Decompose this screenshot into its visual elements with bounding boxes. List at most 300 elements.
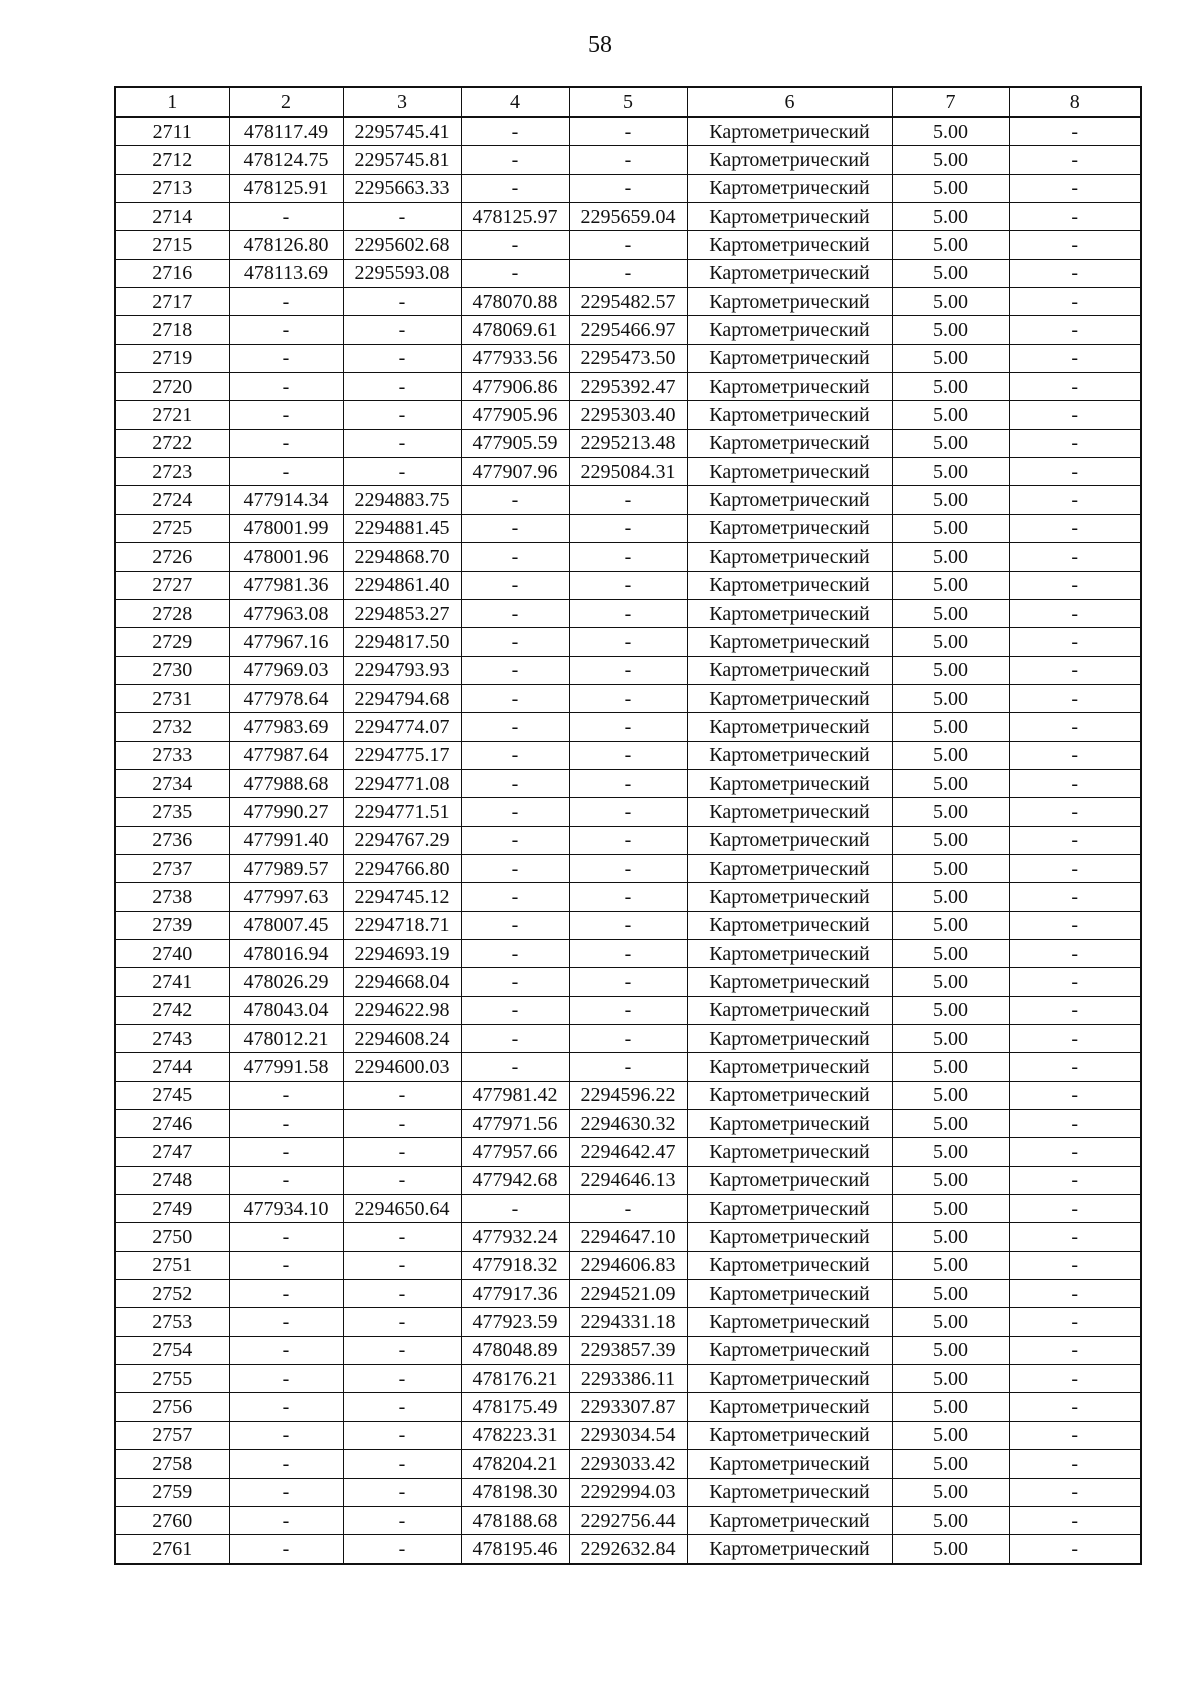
accuracy-cell: 5.00: [892, 741, 1009, 769]
description-cell: -: [1009, 968, 1141, 996]
y-coordinate-cell: 2295593.08: [343, 259, 461, 287]
point-number-cell: 2735: [115, 798, 229, 826]
table-row: [115, 1251, 1141, 1279]
accuracy-cell: 5.00: [892, 1421, 1009, 1449]
accuracy-cell: 5.00: [892, 514, 1009, 542]
method-cell: Картометрический: [687, 1478, 892, 1506]
table-row: [115, 854, 1141, 882]
description-cell: -: [1009, 1081, 1141, 1109]
x-new-coordinate-cell: 477905.96: [461, 401, 569, 429]
table-row: [115, 1223, 1141, 1251]
column-header: 6: [687, 87, 892, 117]
accuracy-cell: 5.00: [892, 1535, 1009, 1564]
point-number-cell: 2740: [115, 939, 229, 967]
y-new-coordinate-cell: -: [569, 798, 687, 826]
x-new-coordinate-cell: 478223.31: [461, 1421, 569, 1449]
x-coordinate-cell: 478001.96: [229, 543, 343, 571]
y-new-coordinate-cell: 2295303.40: [569, 401, 687, 429]
y-coordinate-cell: -: [343, 1280, 461, 1308]
description-cell: -: [1009, 1138, 1141, 1166]
point-number-cell: 2721: [115, 401, 229, 429]
description-cell: -: [1009, 174, 1141, 202]
x-coordinate-cell: -: [229, 1535, 343, 1564]
x-new-coordinate-cell: 478176.21: [461, 1365, 569, 1393]
x-coordinate-cell: 477988.68: [229, 769, 343, 797]
accuracy-cell: 5.00: [892, 798, 1009, 826]
y-coordinate-cell: 2294650.64: [343, 1195, 461, 1223]
table-row: [115, 288, 1141, 316]
method-cell: Картометрический: [687, 798, 892, 826]
y-coordinate-cell: 2294881.45: [343, 514, 461, 542]
description-cell: -: [1009, 826, 1141, 854]
x-coordinate-cell: -: [229, 458, 343, 486]
accuracy-cell: 5.00: [892, 1138, 1009, 1166]
accuracy-cell: 5.00: [892, 599, 1009, 627]
header-row: [115, 87, 1141, 117]
x-coordinate-cell: 478124.75: [229, 146, 343, 174]
column-header: 2: [229, 87, 343, 117]
table-row: [115, 684, 1141, 712]
x-new-coordinate-cell: -: [461, 968, 569, 996]
y-new-coordinate-cell: -: [569, 684, 687, 712]
point-number-cell: 2722: [115, 429, 229, 457]
method-cell: Картометрический: [687, 656, 892, 684]
description-cell: -: [1009, 571, 1141, 599]
x-coordinate-cell: -: [229, 1450, 343, 1478]
x-coordinate-cell: 477983.69: [229, 713, 343, 741]
description-cell: -: [1009, 1450, 1141, 1478]
table-row: [115, 174, 1141, 202]
method-cell: Картометрический: [687, 684, 892, 712]
table-row: [115, 1053, 1141, 1081]
description-cell: -: [1009, 231, 1141, 259]
point-number-cell: 2753: [115, 1308, 229, 1336]
y-new-coordinate-cell: -: [569, 769, 687, 797]
method-cell: Картометрический: [687, 373, 892, 401]
y-coordinate-cell: 2294622.98: [343, 996, 461, 1024]
description-cell: -: [1009, 117, 1141, 146]
table-row: [115, 231, 1141, 259]
y-coordinate-cell: -: [343, 429, 461, 457]
description-cell: -: [1009, 1223, 1141, 1251]
accuracy-cell: 5.00: [892, 1365, 1009, 1393]
method-cell: Картометрический: [687, 1223, 892, 1251]
point-number-cell: 2733: [115, 741, 229, 769]
description-cell: -: [1009, 458, 1141, 486]
x-new-coordinate-cell: -: [461, 174, 569, 202]
point-number-cell: 2724: [115, 486, 229, 514]
y-coordinate-cell: 2294771.51: [343, 798, 461, 826]
y-coordinate-cell: 2294883.75: [343, 486, 461, 514]
description-cell: -: [1009, 316, 1141, 344]
accuracy-cell: 5.00: [892, 1053, 1009, 1081]
description-cell: -: [1009, 1421, 1141, 1449]
x-new-coordinate-cell: -: [461, 146, 569, 174]
x-coordinate-cell: -: [229, 1478, 343, 1506]
point-number-cell: 2758: [115, 1450, 229, 1478]
x-new-coordinate-cell: -: [461, 713, 569, 741]
y-coordinate-cell: 2294771.08: [343, 769, 461, 797]
y-coordinate-cell: -: [343, 1421, 461, 1449]
accuracy-cell: 5.00: [892, 628, 1009, 656]
x-new-coordinate-cell: -: [461, 854, 569, 882]
table-row: [115, 1166, 1141, 1194]
y-new-coordinate-cell: 2295392.47: [569, 373, 687, 401]
x-coordinate-cell: -: [229, 1081, 343, 1109]
y-new-coordinate-cell: 2293034.54: [569, 1421, 687, 1449]
x-new-coordinate-cell: -: [461, 798, 569, 826]
y-coordinate-cell: -: [343, 203, 461, 231]
accuracy-cell: 5.00: [892, 458, 1009, 486]
method-cell: Картометрический: [687, 1506, 892, 1534]
table-row: [115, 1195, 1141, 1223]
table-row: [115, 458, 1141, 486]
description-cell: -: [1009, 1025, 1141, 1053]
description-cell: -: [1009, 798, 1141, 826]
point-number-cell: 2734: [115, 769, 229, 797]
x-coordinate-cell: 477978.64: [229, 684, 343, 712]
y-new-coordinate-cell: 2294331.18: [569, 1308, 687, 1336]
method-cell: Картометрический: [687, 344, 892, 372]
y-coordinate-cell: -: [343, 1308, 461, 1336]
y-new-coordinate-cell: -: [569, 1053, 687, 1081]
point-number-cell: 2732: [115, 713, 229, 741]
x-new-coordinate-cell: 478048.89: [461, 1336, 569, 1364]
x-coordinate-cell: 478126.80: [229, 231, 343, 259]
method-cell: Картометрический: [687, 1251, 892, 1279]
y-new-coordinate-cell: 2295084.31: [569, 458, 687, 486]
method-cell: Картометрический: [687, 1421, 892, 1449]
table-row: [115, 1280, 1141, 1308]
y-new-coordinate-cell: 2292994.03: [569, 1478, 687, 1506]
y-coordinate-cell: 2294745.12: [343, 883, 461, 911]
table-row: [115, 146, 1141, 174]
y-coordinate-cell: -: [343, 1365, 461, 1393]
x-new-coordinate-cell: 477918.32: [461, 1251, 569, 1279]
point-number-cell: 2756: [115, 1393, 229, 1421]
point-number-cell: 2730: [115, 656, 229, 684]
y-coordinate-cell: 2294853.27: [343, 599, 461, 627]
x-new-coordinate-cell: 477932.24: [461, 1223, 569, 1251]
accuracy-cell: 5.00: [892, 1081, 1009, 1109]
method-cell: Картометрический: [687, 1336, 892, 1364]
table-row: [115, 713, 1141, 741]
description-cell: -: [1009, 628, 1141, 656]
x-coordinate-cell: 477969.03: [229, 656, 343, 684]
method-cell: Картометрический: [687, 231, 892, 259]
method-cell: Картометрический: [687, 826, 892, 854]
y-new-coordinate-cell: -: [569, 599, 687, 627]
y-coordinate-cell: -: [343, 1138, 461, 1166]
accuracy-cell: 5.00: [892, 203, 1009, 231]
column-header: 1: [115, 87, 229, 117]
method-cell: Картометрический: [687, 259, 892, 287]
table-row: [115, 1365, 1141, 1393]
accuracy-cell: 5.00: [892, 656, 1009, 684]
table-row: [115, 1535, 1141, 1564]
description-cell: -: [1009, 259, 1141, 287]
accuracy-cell: 5.00: [892, 1195, 1009, 1223]
table-row: [115, 373, 1141, 401]
x-new-coordinate-cell: 478198.30: [461, 1478, 569, 1506]
y-new-coordinate-cell: -: [569, 939, 687, 967]
point-number-cell: 2754: [115, 1336, 229, 1364]
point-number-cell: 2752: [115, 1280, 229, 1308]
x-coordinate-cell: 478117.49: [229, 117, 343, 146]
table-row: [115, 1336, 1141, 1364]
x-new-coordinate-cell: 477971.56: [461, 1110, 569, 1138]
description-cell: -: [1009, 1535, 1141, 1564]
point-number-cell: 2759: [115, 1478, 229, 1506]
point-number-cell: 2712: [115, 146, 229, 174]
table-row: [115, 486, 1141, 514]
y-coordinate-cell: 2294600.03: [343, 1053, 461, 1081]
y-new-coordinate-cell: -: [569, 259, 687, 287]
x-new-coordinate-cell: 477933.56: [461, 344, 569, 372]
y-coordinate-cell: -: [343, 316, 461, 344]
y-new-coordinate-cell: 2294642.47: [569, 1138, 687, 1166]
description-cell: -: [1009, 1506, 1141, 1534]
x-new-coordinate-cell: 477917.36: [461, 1280, 569, 1308]
x-new-coordinate-cell: 478204.21: [461, 1450, 569, 1478]
table-body: [115, 117, 1141, 1564]
y-new-coordinate-cell: -: [569, 486, 687, 514]
accuracy-cell: 5.00: [892, 401, 1009, 429]
y-coordinate-cell: 2295745.41: [343, 117, 461, 146]
x-new-coordinate-cell: 477942.68: [461, 1166, 569, 1194]
y-coordinate-cell: -: [343, 1478, 461, 1506]
method-cell: Картометрический: [687, 1195, 892, 1223]
method-cell: Картометрический: [687, 203, 892, 231]
accuracy-cell: 5.00: [892, 939, 1009, 967]
accuracy-cell: 5.00: [892, 429, 1009, 457]
description-cell: -: [1009, 854, 1141, 882]
x-coordinate-cell: 477963.08: [229, 599, 343, 627]
accuracy-cell: 5.00: [892, 1025, 1009, 1053]
accuracy-cell: 5.00: [892, 1506, 1009, 1534]
point-number-cell: 2760: [115, 1506, 229, 1534]
table-row: [115, 911, 1141, 939]
method-cell: Картометрический: [687, 401, 892, 429]
coordinates-table: [114, 86, 1142, 1565]
y-new-coordinate-cell: -: [569, 174, 687, 202]
description-cell: -: [1009, 1336, 1141, 1364]
table-row: [115, 117, 1141, 146]
x-coordinate-cell: 478016.94: [229, 939, 343, 967]
method-cell: Картометрический: [687, 543, 892, 571]
y-new-coordinate-cell: 2295482.57: [569, 288, 687, 316]
accuracy-cell: 5.00: [892, 883, 1009, 911]
table-row: [115, 344, 1141, 372]
y-coordinate-cell: 2294767.29: [343, 826, 461, 854]
x-coordinate-cell: 477967.16: [229, 628, 343, 656]
table-row: [115, 939, 1141, 967]
x-new-coordinate-cell: -: [461, 571, 569, 599]
table-row: [115, 769, 1141, 797]
point-number-cell: 2719: [115, 344, 229, 372]
y-new-coordinate-cell: 2293307.87: [569, 1393, 687, 1421]
description-cell: -: [1009, 1166, 1141, 1194]
accuracy-cell: 5.00: [892, 854, 1009, 882]
column-header: 3: [343, 87, 461, 117]
accuracy-cell: 5.00: [892, 684, 1009, 712]
accuracy-cell: 5.00: [892, 1393, 1009, 1421]
accuracy-cell: 5.00: [892, 911, 1009, 939]
table-row: [115, 883, 1141, 911]
y-coordinate-cell: -: [343, 1393, 461, 1421]
point-number-cell: 2741: [115, 968, 229, 996]
accuracy-cell: 5.00: [892, 1251, 1009, 1279]
method-cell: Картометрический: [687, 571, 892, 599]
description-cell: -: [1009, 514, 1141, 542]
point-number-cell: 2746: [115, 1110, 229, 1138]
y-new-coordinate-cell: -: [569, 713, 687, 741]
description-cell: -: [1009, 1195, 1141, 1223]
point-number-cell: 2726: [115, 543, 229, 571]
description-cell: -: [1009, 429, 1141, 457]
point-number-cell: 2723: [115, 458, 229, 486]
method-cell: Картометрический: [687, 628, 892, 656]
description-cell: -: [1009, 1110, 1141, 1138]
x-coordinate-cell: -: [229, 1393, 343, 1421]
y-coordinate-cell: 2294817.50: [343, 628, 461, 656]
x-new-coordinate-cell: 478125.97: [461, 203, 569, 231]
point-number-cell: 2745: [115, 1081, 229, 1109]
y-coordinate-cell: -: [343, 1081, 461, 1109]
description-cell: -: [1009, 911, 1141, 939]
x-new-coordinate-cell: -: [461, 883, 569, 911]
point-number-cell: 2747: [115, 1138, 229, 1166]
x-new-coordinate-cell: 477981.42: [461, 1081, 569, 1109]
y-coordinate-cell: 2295663.33: [343, 174, 461, 202]
description-cell: -: [1009, 288, 1141, 316]
point-number-cell: 2744: [115, 1053, 229, 1081]
accuracy-cell: 5.00: [892, 713, 1009, 741]
point-number-cell: 2761: [115, 1535, 229, 1564]
table-row: [115, 968, 1141, 996]
y-new-coordinate-cell: 2293386.11: [569, 1365, 687, 1393]
y-new-coordinate-cell: 2295473.50: [569, 344, 687, 372]
method-cell: Картометрический: [687, 1025, 892, 1053]
method-cell: Картометрический: [687, 486, 892, 514]
x-new-coordinate-cell: -: [461, 1025, 569, 1053]
x-new-coordinate-cell: -: [461, 514, 569, 542]
x-coordinate-cell: 478043.04: [229, 996, 343, 1024]
accuracy-cell: 5.00: [892, 316, 1009, 344]
accuracy-cell: 5.00: [892, 174, 1009, 202]
accuracy-cell: 5.00: [892, 1478, 1009, 1506]
x-new-coordinate-cell: -: [461, 1195, 569, 1223]
description-cell: -: [1009, 883, 1141, 911]
point-number-cell: 2718: [115, 316, 229, 344]
x-coordinate-cell: 478007.45: [229, 911, 343, 939]
accuracy-cell: 5.00: [892, 486, 1009, 514]
method-cell: Картометрический: [687, 1365, 892, 1393]
description-cell: -: [1009, 1393, 1141, 1421]
description-cell: -: [1009, 599, 1141, 627]
x-coordinate-cell: 477987.64: [229, 741, 343, 769]
column-header: 7: [892, 87, 1009, 117]
point-number-cell: 2731: [115, 684, 229, 712]
x-new-coordinate-cell: 477905.59: [461, 429, 569, 457]
y-coordinate-cell: -: [343, 1110, 461, 1138]
x-coordinate-cell: -: [229, 373, 343, 401]
accuracy-cell: 5.00: [892, 1450, 1009, 1478]
y-coordinate-cell: -: [343, 288, 461, 316]
method-cell: Картометрический: [687, 1535, 892, 1564]
table-row: [115, 741, 1141, 769]
x-coordinate-cell: 477991.40: [229, 826, 343, 854]
table-row: [115, 1506, 1141, 1534]
y-new-coordinate-cell: -: [569, 231, 687, 259]
accuracy-cell: 5.00: [892, 1308, 1009, 1336]
x-coordinate-cell: -: [229, 1166, 343, 1194]
y-coordinate-cell: -: [343, 1223, 461, 1251]
x-new-coordinate-cell: 478069.61: [461, 316, 569, 344]
method-cell: Картометрический: [687, 1166, 892, 1194]
method-cell: Картометрический: [687, 599, 892, 627]
y-new-coordinate-cell: 2295659.04: [569, 203, 687, 231]
method-cell: Картометрический: [687, 1280, 892, 1308]
accuracy-cell: 5.00: [892, 288, 1009, 316]
method-cell: Картометрический: [687, 939, 892, 967]
description-cell: -: [1009, 1365, 1141, 1393]
method-cell: Картометрический: [687, 429, 892, 457]
point-number-cell: 2742: [115, 996, 229, 1024]
y-coordinate-cell: 2294693.19: [343, 939, 461, 967]
table-row: [115, 1138, 1141, 1166]
y-new-coordinate-cell: 2294647.10: [569, 1223, 687, 1251]
y-coordinate-cell: 2294766.80: [343, 854, 461, 882]
y-coordinate-cell: -: [343, 401, 461, 429]
x-new-coordinate-cell: -: [461, 117, 569, 146]
x-new-coordinate-cell: 477957.66: [461, 1138, 569, 1166]
y-coordinate-cell: 2294868.70: [343, 543, 461, 571]
description-cell: -: [1009, 939, 1141, 967]
column-header: 4: [461, 87, 569, 117]
x-coordinate-cell: -: [229, 1336, 343, 1364]
method-cell: Картометрический: [687, 117, 892, 146]
y-new-coordinate-cell: -: [569, 826, 687, 854]
x-new-coordinate-cell: -: [461, 231, 569, 259]
table-row: [115, 203, 1141, 231]
table-row: [115, 259, 1141, 287]
point-number-cell: 2715: [115, 231, 229, 259]
method-cell: Картометрический: [687, 1393, 892, 1421]
x-coordinate-cell: 477989.57: [229, 854, 343, 882]
accuracy-cell: 5.00: [892, 543, 1009, 571]
y-coordinate-cell: -: [343, 1450, 461, 1478]
x-coordinate-cell: 477991.58: [229, 1053, 343, 1081]
point-number-cell: 2714: [115, 203, 229, 231]
y-coordinate-cell: -: [343, 344, 461, 372]
table-row: [115, 1110, 1141, 1138]
accuracy-cell: 5.00: [892, 769, 1009, 797]
point-number-cell: 2738: [115, 883, 229, 911]
y-coordinate-cell: 2294794.68: [343, 684, 461, 712]
description-cell: -: [1009, 203, 1141, 231]
y-coordinate-cell: 2295602.68: [343, 231, 461, 259]
table-row: [115, 599, 1141, 627]
table-row: [115, 429, 1141, 457]
description-cell: -: [1009, 1280, 1141, 1308]
table-row: [115, 656, 1141, 684]
x-coordinate-cell: -: [229, 344, 343, 372]
y-coordinate-cell: 2294774.07: [343, 713, 461, 741]
x-new-coordinate-cell: -: [461, 939, 569, 967]
column-header: 5: [569, 87, 687, 117]
accuracy-cell: 5.00: [892, 1166, 1009, 1194]
